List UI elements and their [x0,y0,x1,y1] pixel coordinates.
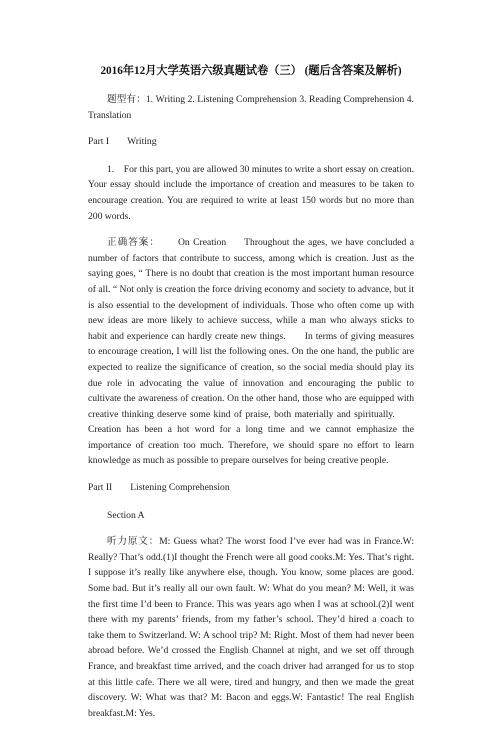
transcript-text: M: Guess what? The worst food I’ve ever had was in France.W: Really? That’s odd.(1)I thought the French were all good cooks.M: Yes. That’s right. I suppose it’s really like anywhere else, though. You know, some places are good. Some bad. But it’s really all our own fault. W: What do you mean? M: Well, it was the first time I’d been to France. This was years ago when I was at school.(2)I went there with my parents’ friends, from my father’s school. They’d hired a coach to take them to Switzerland. W: A school trip? M: Right. Most of them had never been abroad before. We’d crossed the English Channel at night, and we set off through France, and breakfast time arrived, and the coach driver had arranged for us to stop at this little cafe. There we all were, tired and hungry, and then we made the great discovery. W: What was that? M: Bacon and eggs.W: Fantastic! The real English breakfast.M: Yes. [88,536,414,719]
question-1: 1. For this part, you are allowed 30 minutes to write a short essay on creation. Your essay should include the importance of creation and measures to be taken to encourage creation. You are required to write at least 150 words but no more than 200 words. [88,163,414,222]
transcript-paragraph [88,534,414,721]
document-title: 2016年12月大学英语六级真题试卷（三） (题后含答案及解析) [100,65,402,77]
part2-name: Listening Comprehension [130,482,230,494]
transcript-label: 听力原文： [107,536,160,548]
part1-label: Part I [88,136,110,148]
answer-paragraph [88,235,414,469]
part2-heading [88,480,414,496]
part1-heading [88,134,414,150]
answer-label: 正确答案： [107,237,160,249]
answer-text: Throughout the ages, we have concluded a number of factors that contribute to success, among which is creation. Just as the saying goes, “ There is no doubt that creation is the most important human resource of all. “ Not only is creation the force driving economy and society to advance, but it is also essential to the development of individuals. Those who often come up with new ideas are more likely to achieve success, while a man who always sticks to habit and experience can hardly create new things. In terms of giving measures to encourage creation, I will list the following ones. On the one hand, the public are expected to realize the significance of creation, so the social media should play its due role in advocating the value of innovation and encouraging the public to cultivate the awareness of creation. On the other hand, those who are equipped with creative thinking deserve some kind of praise, both materially and spiritually. Creation has been a hot word for a long time and we cannot emphasize the importance of creation too much. Therefore, we should spare no effort to learn knowledge as much as possible to prepare ourselves for being creative people. [88,237,414,467]
answer-title: On Creation [177,237,227,249]
document-body [88,64,414,732]
part1-name: Writing [127,136,157,148]
question-types: 题型有：1. Writing 2. Listening Comprehension 3. Reading Comprehension 4. Translation [88,94,414,121]
part2-label: Part II [88,482,113,494]
section-a-heading: Section A [107,509,145,521]
